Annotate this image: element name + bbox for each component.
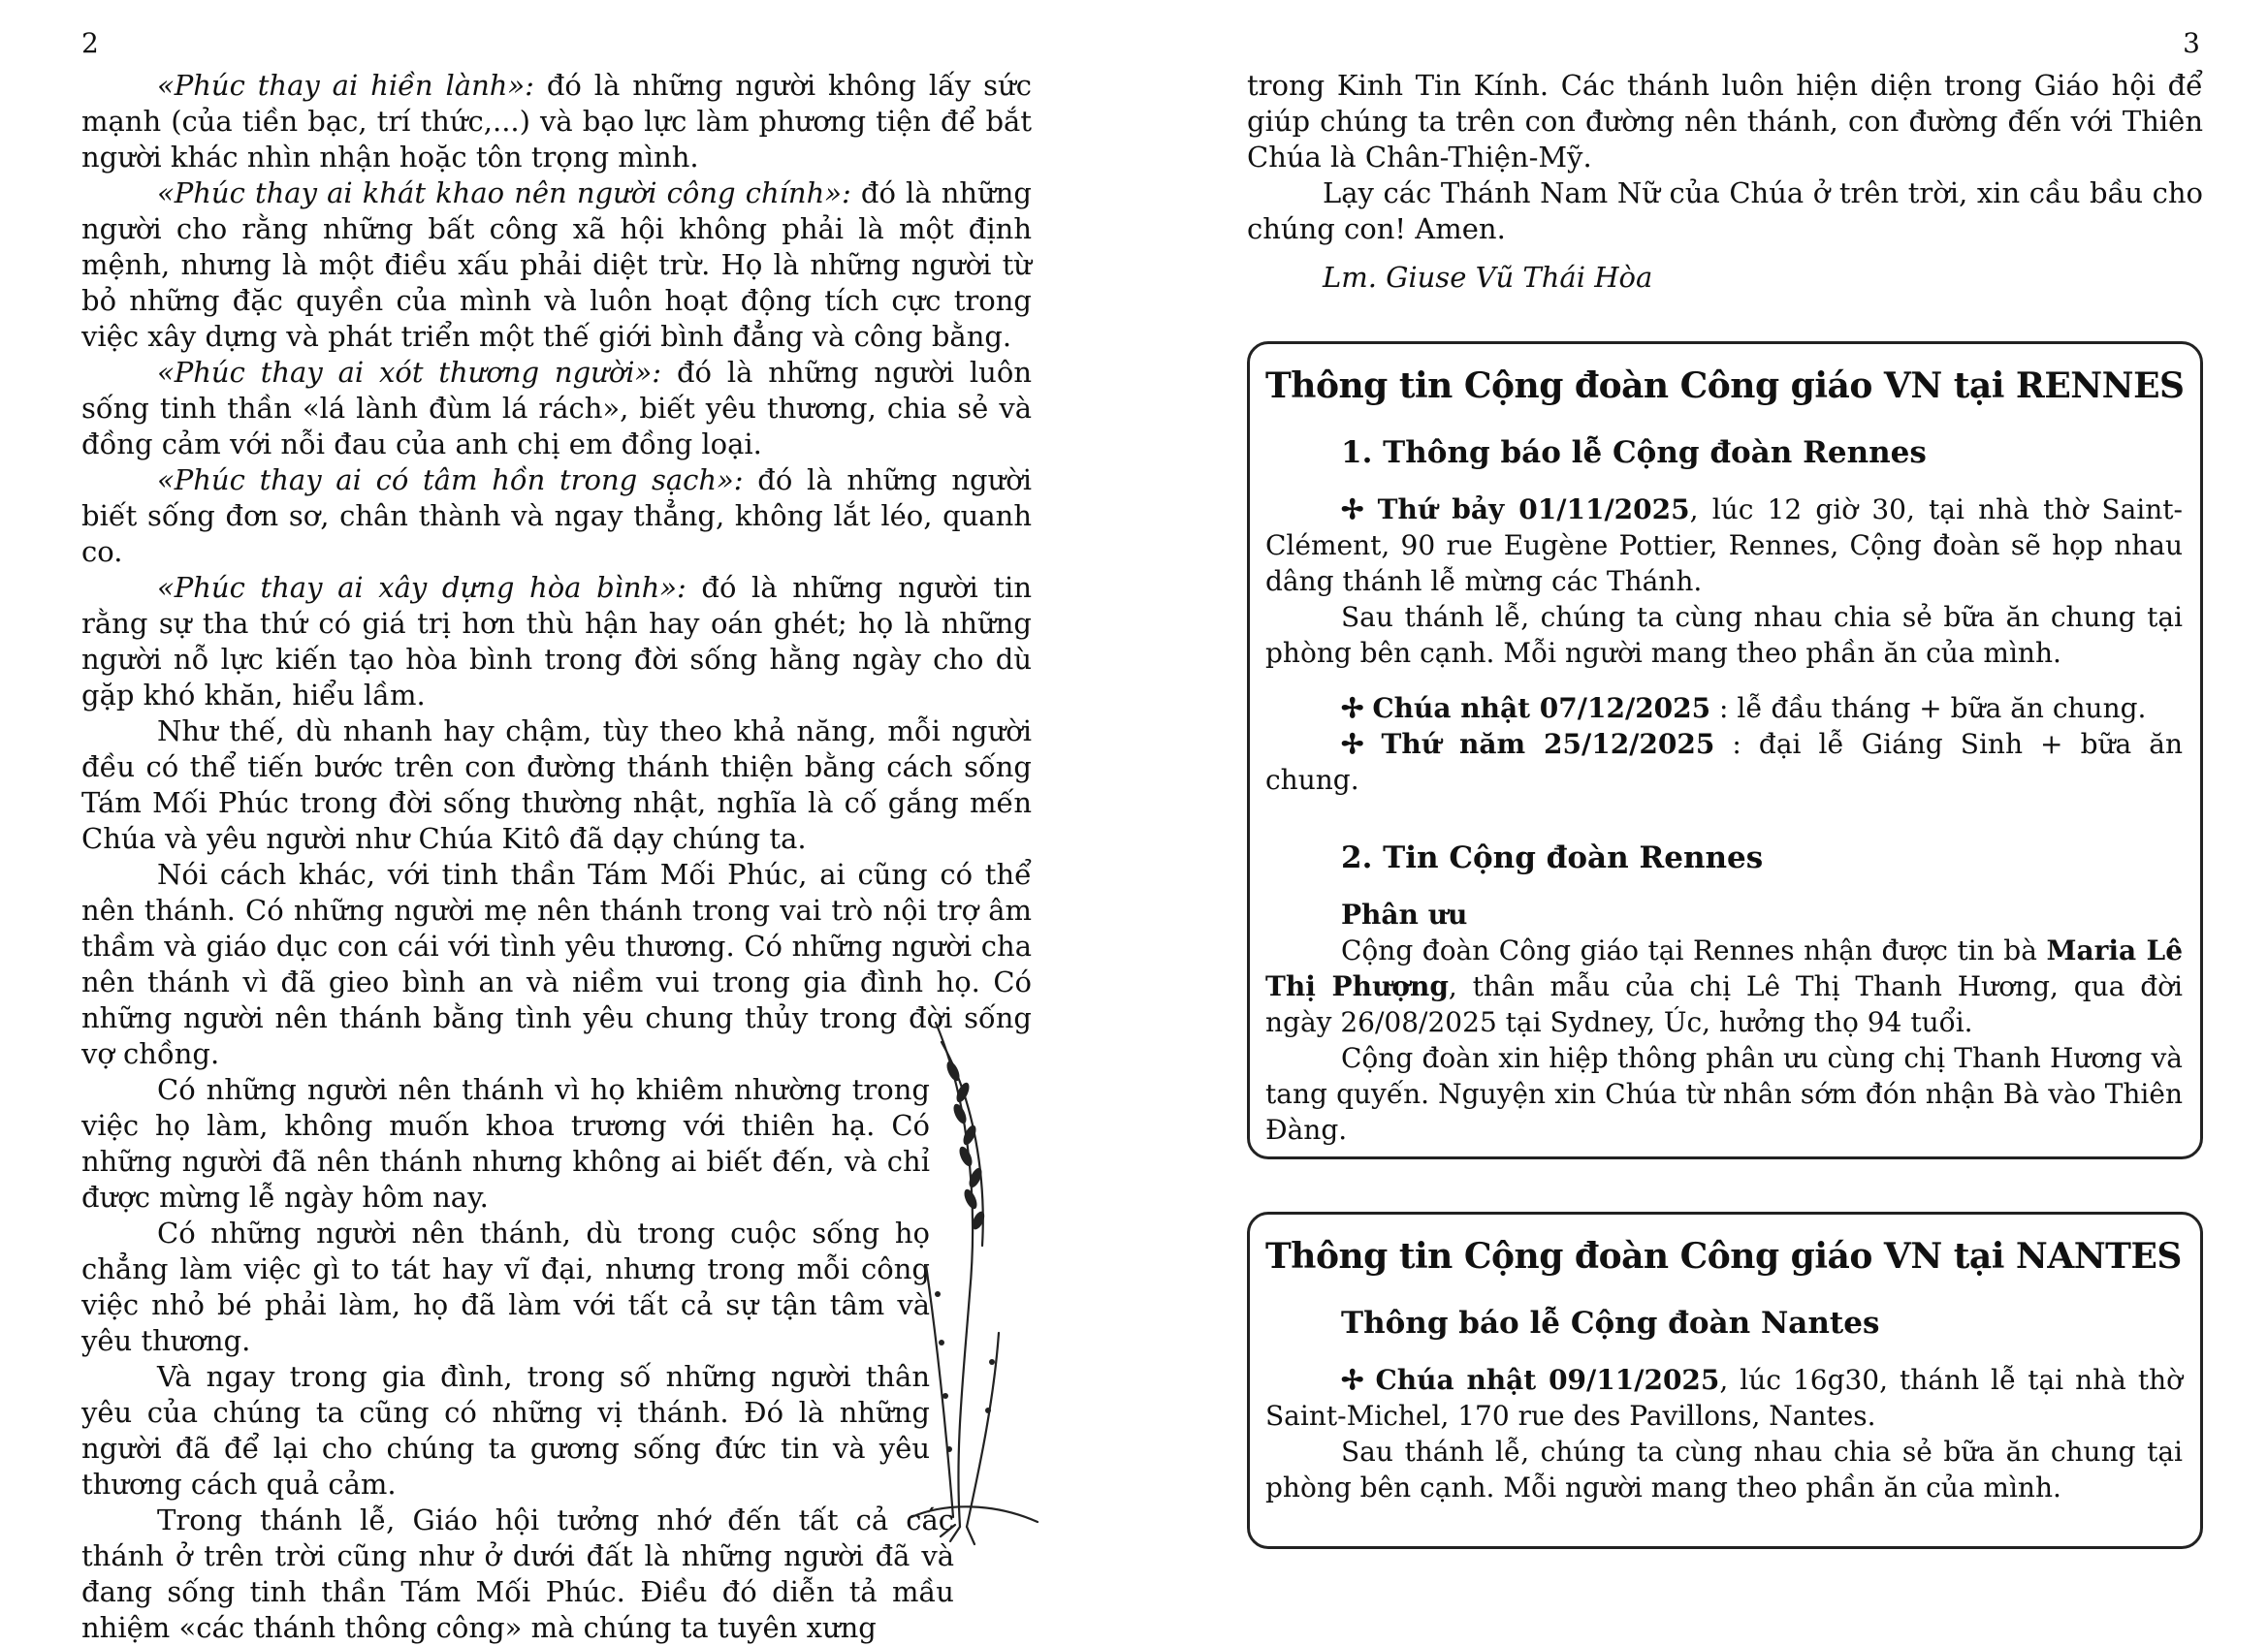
nantes-section-heading: Thông báo lễ Cộng đoàn Nantes — [1341, 1306, 1880, 1341]
continuation-paragraph: trong Kinh Tin Kính. Các thánh luôn hiện diện trong Giáo hội để giúp chúng ta trên con đường nên thánh, con đường đến với Thiên Chúa là Chân-Thiện-Mỹ. — [1247, 69, 2203, 174]
rennes-news: Cộng đoàn Công giáo tại Rennes nhận được tin bà Maria Lê Thị Phượng, thân mẫu của chị Lê Thị Thanh Hương, qua đời ngày 26/08/2025 tại Sydney, Úc, hưởng thọ 94 tuổi. — [1265, 934, 2184, 1038]
nantes-box-title: Thông tin Cộng đoàn Công giáo VN tại NANTES — [1265, 1236, 2182, 1277]
rennes-event-3: ✢ Thứ năm 25/12/2025 : đại lễ Giáng Sinh + bữa ăn chung. — [1265, 728, 2183, 796]
left-column — [81, 68, 1032, 1646]
nantes-info-box — [1247, 1212, 2203, 1549]
rennes-event-2: ✢ Chúa nhật 07/12/2025 : lễ đầu tháng + bữa ăn chung. — [1341, 692, 2147, 724]
prayer-paragraph: Lạy các Thánh Nam Nữ của Chúa ở trên trời, xin cầu bầu cho chúng con! Amen. — [1247, 176, 2203, 245]
rennes-box-title: Thông tin Cộng đoàn Công giáo VN tại RENNES — [1265, 365, 2185, 406]
beatitude-lead: «Phúc thay ai hiền lành»: — [157, 69, 534, 102]
rennes-event-1: ✢ Thứ bảy 01/11/2025, lúc 12 giờ 30, tại nhà thờ Saint-Clément, 90 rue Eugène Pottier, Rennes, Cộng đoàn sẽ họp nhau dâng thánh lễ mừng các Thánh. — [1265, 493, 2183, 597]
nantes-after-mass: Sau thánh lễ, chúng ta cùng nhau chia sẻ bữa ăn chung tại phòng bên cạnh. Mỗi người mang theo phần ăn của mình. — [1265, 1436, 2183, 1504]
page-number-right: 3 — [2183, 27, 2200, 59]
rennes-after-mass: Sau thánh lễ, chúng ta cùng nhau chia sẻ bữa ăn chung tại phòng bên cạnh. Mỗi người mang theo phần ăn của mình. — [1265, 601, 2183, 669]
event-date: Chúa nhật 07/12/2025 — [1372, 692, 1711, 724]
paragraph: «Phúc thay ai xót thương người»: đó là những người luôn sống tinh thần «lá lành đùm lá rách», biết yêu thương, chia sẻ và đồng cảm với nỗi đau của anh chị em đồng loại. — [81, 356, 1032, 460]
deceased-name: Maria Lê Thị Phượng — [1265, 934, 2184, 1002]
page-number-left: 2 — [81, 27, 99, 59]
paragraph: Như thế, dù nhanh hay chậm, tùy theo khả năng, mỗi người đều có thể tiến bước trên con đường thánh thiện bằng cách sống Tám Mối Phúc trong đời sống thường nhật, nghĩa là cố gắng mến Chúa và yêu người như Chúa Kitô đã dạy chúng ta. — [81, 714, 1032, 855]
paragraph: «Phúc thay ai khát khao nên người công chính»: đó là những người cho rằng những bất công xã hội không phải là một định mệnh, nhưng là một điều xấu phải diệt trừ. Họ là những người từ bỏ những đặc quyền của mình và luôn hoạt động tích cực trong việc xây dựng và phát triển một thế giới bình đẳng và công bằng. — [81, 176, 1032, 353]
cross-icon: ✢ — [1341, 1364, 1364, 1396]
nantes-event-1: ✢ Chúa nhật 09/11/2025, lúc 16g30, thánh lễ tại nhà thờ Saint-Michel, 170 rue des Pavillons, Nantes. — [1265, 1364, 2183, 1432]
left-page — [0, 0, 1134, 1644]
event-date: Thứ bảy 01/11/2025 — [1377, 493, 1690, 525]
paragraph: Và ngay trong gia đình, trong số những người thân yêu của chúng ta cũng có những vị thánh. Đó là những người đã để lại cho chúng ta gương sống đức tin và yêu thương cách quả cảm. — [81, 1360, 930, 1501]
paragraph: «Phúc thay ai có tâm hồn trong sạch»: đó là những người biết sống đơn sơ, chân thành và ngay thẳng, không lắt léo, quanh co. — [81, 463, 1032, 568]
beatitude-lead: «Phúc thay ai xót thương người»: — [157, 356, 662, 389]
rennes-info-box — [1247, 341, 2203, 1159]
rennes-section2-heading: 2. Tin Cộng đoàn Rennes — [1341, 840, 1764, 875]
paragraph: «Phúc thay ai xây dựng hòa bình»: đó là những người tin rằng sự tha thứ có giá trị hơn thù hận hay oán ghét; họ là những người nỗ lực kiến tạo hòa bình trong đời sống hằng ngày cho dù gặp khó khăn, hiểu lầm. — [81, 571, 1032, 712]
condolence-subheading: Phân ưu — [1341, 899, 1468, 931]
paragraph: Nói cách khác, với tinh thần Tám Mối Phúc, ai cũng có thể nên thánh. Có những người mẹ nên thánh trong vai trò nội trợ âm thầm và giáo dục con cái với tình yêu thương. Có những người cha nên thánh vì đã gieo bình an và niềm vui trong gia đình họ. Có những người nên thánh bằng tình yêu chung thủy trong đời sống vợ chồng. — [81, 858, 1032, 1070]
cross-icon: ✢ — [1341, 728, 1364, 760]
beatitude-lead: «Phúc thay ai có tâm hồn trong sạch»: — [157, 463, 744, 496]
right-column — [1247, 68, 2203, 294]
event-date: Chúa nhật 09/11/2025 — [1375, 1364, 1720, 1396]
rennes-condolence: Cộng đoàn xin hiệp thông phân ưu cùng chị Thanh Hương và tang quyến. Nguyện xin Chúa từ nhân sớm đón nhận Bà vào Thiên Đàng. — [1265, 1042, 2183, 1146]
cross-icon: ✢ — [1341, 692, 1364, 724]
paragraph: Trong thánh lễ, Giáo hội tưởng nhớ đến tất cả các thánh ở trên trời cũng như ở dưới đất là những người đã và đang sống tinh thần Tám Mối Phúc. Điều đó diễn tả mầu nhiệm «các thánh thông công» mà chúng ta tuyên xưng — [81, 1504, 954, 1644]
cross-icon: ✢ — [1341, 493, 1364, 525]
paragraph: «Phúc thay ai hiền lành»: đó là những người không lấy sức mạnh (của tiền bạc, trí thức,...) và bạo lực làm phương tiện để bắt người khác nhìn nhận hoặc tôn trọng mình. — [81, 69, 1032, 174]
beatitude-lead: «Phúc thay ai xây dựng hòa bình»: — [157, 571, 687, 604]
rennes-section1-heading: 1. Thông báo lễ Cộng đoàn Rennes — [1341, 435, 1927, 470]
right-page — [1134, 0, 2268, 1603]
author-signature: Lm. Giuse Vũ Thái Hòa — [1323, 261, 1653, 294]
event-date: Thứ năm 25/12/2025 — [1381, 728, 1715, 760]
paragraph: Có những người nên thánh, dù trong cuộc sống họ chẳng làm việc gì to tát hay vĩ đại, nhưng trong mỗi công việc nhỏ bé phải làm, họ đã làm với tất cả sự tận tâm và yêu thương. — [81, 1217, 930, 1357]
wheat-stalk-illustration — [907, 1013, 1042, 1546]
paragraph: Có những người nên thánh vì họ khiêm nhường trong việc họ làm, không muốn khoa trương với thiên hạ. Có những người đã nên thánh nhưng không ai biết đến, và chỉ được mừng lễ ngày hôm nay. — [81, 1073, 930, 1214]
beatitude-lead: «Phúc thay ai khát khao nên người công chính»: — [157, 176, 851, 209]
